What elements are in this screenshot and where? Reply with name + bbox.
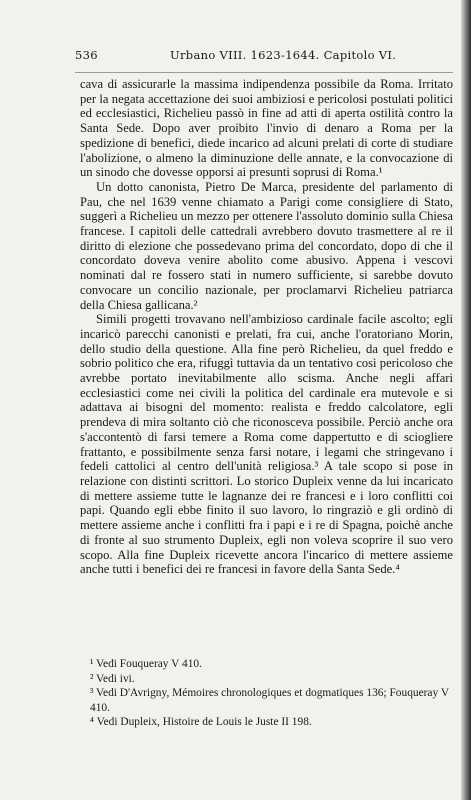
footnote: ³ Vedi D'Avrigny, Mémoires chronologiques et dogmatiques 136; Fouqueray V 410.	[90, 687, 449, 714]
footnotes	[90, 657, 450, 730]
footnote: ² Vedi ivi.	[90, 672, 135, 685]
page-edge-shadow	[461, 0, 471, 800]
running-title: Urbano VIII. 1623-1644. Capitolo VI.	[170, 48, 397, 62]
paragraph: cava di assicurarle la massima indipendenza possibile da Roma. Irritato per la negata accettazione dei suoi ambiziosi e pericolosi postulati politici ed ecclesiastici, Richelieu passò in fine ad atti di aperta ostilità contro la Santa Sede. Dopo aver proibito l'invio di denaro a Roma per la spedizione di benefici, diede incarico ad alcuni prelati di corte di studiare l'abolizione, o almeno la diminuzione delle annate, e la convocazione di un sinodo che dovesse opporsi ai presunti soprusi di Roma.¹	[80, 77, 453, 180]
footnote: ⁴ Vedi Dupleix, Histoire de Louis le Juste II 198.	[90, 716, 312, 728]
paragraph: Simili progetti trovavano nell'ambizioso cardinale facile ascolto; egli incaricò parecchi canonisti e prelati, fra cui, anche l'oratoriano Morin, dello studio della questione. Alla fine però Richelieu, da quel freddo e sobrio politico che era, rifuggì tuttavia da un tentativo così pericoloso che avrebbe portato inevitabilmente allo scisma. Anche negli affari ecclesiastici come nei civili la politica del cardinale era mutevole e si adattava ai bisogni del momento: realista e freddo calcolatore, egli prendeva di mira soltanto ciò che riconosceva possibile. Perciò anche ora s'accontentò di farsi temere a Roma come dappertutto e di sciogliere frattanto, e possibilmente senza farsi notare, i legami che stringevano i fedeli cattolici al centro dell'unità religiosa.³ A tale scopo si pose in relazione con distinti scrittori. Lo storico Dupleix venne da lui incaricato di mettere assieme tutte le lagnanze dei re francesi e i loro conflitti coi papi. Quando egli ebbe finito il suo lavoro, lo ringraziò e gli ordinò di mettere assieme anche i conflitti fra i papi e i re di Spagna, poichè anche di fronte al suo strumento Dupleix, egli non voleva scoprire il suo vero scopo. Alla fine Dupleix ricevette ancora l'incarico di mettere assieme anche tutti i benefici dei re francesi in favore della Santa Sede.⁴	[80, 312, 453, 577]
header-rule	[75, 72, 453, 73]
page-number: 536	[75, 48, 98, 62]
main-text	[80, 77, 453, 577]
paragraph: Un dotto canonista, Pietro De Marca, presidente del parlamento di Pau, che nel 1639 venne chiamato a Parigi come consigliere di Stato, suggerì a Richelieu un mezzo per ottenere l'assoluto dominio sulla Chiesa francese. I capitoli delle cattedrali avrebbero dovuto trasmettere al re il diritto di elezione che possedevano prima del concordato, dopo di che il concordato doveva venire abolito come abusivo. Appena i vescovi nominati dal re fossero stati in numero sufficiente, si sarebbe dovuto convocare un concilio nazionale, per proclamarvi Richelieu patriarca della Chiesa gallicana.²	[80, 179, 453, 312]
footnote: ¹ Vedi Fouqueray V 410.	[90, 658, 202, 670]
